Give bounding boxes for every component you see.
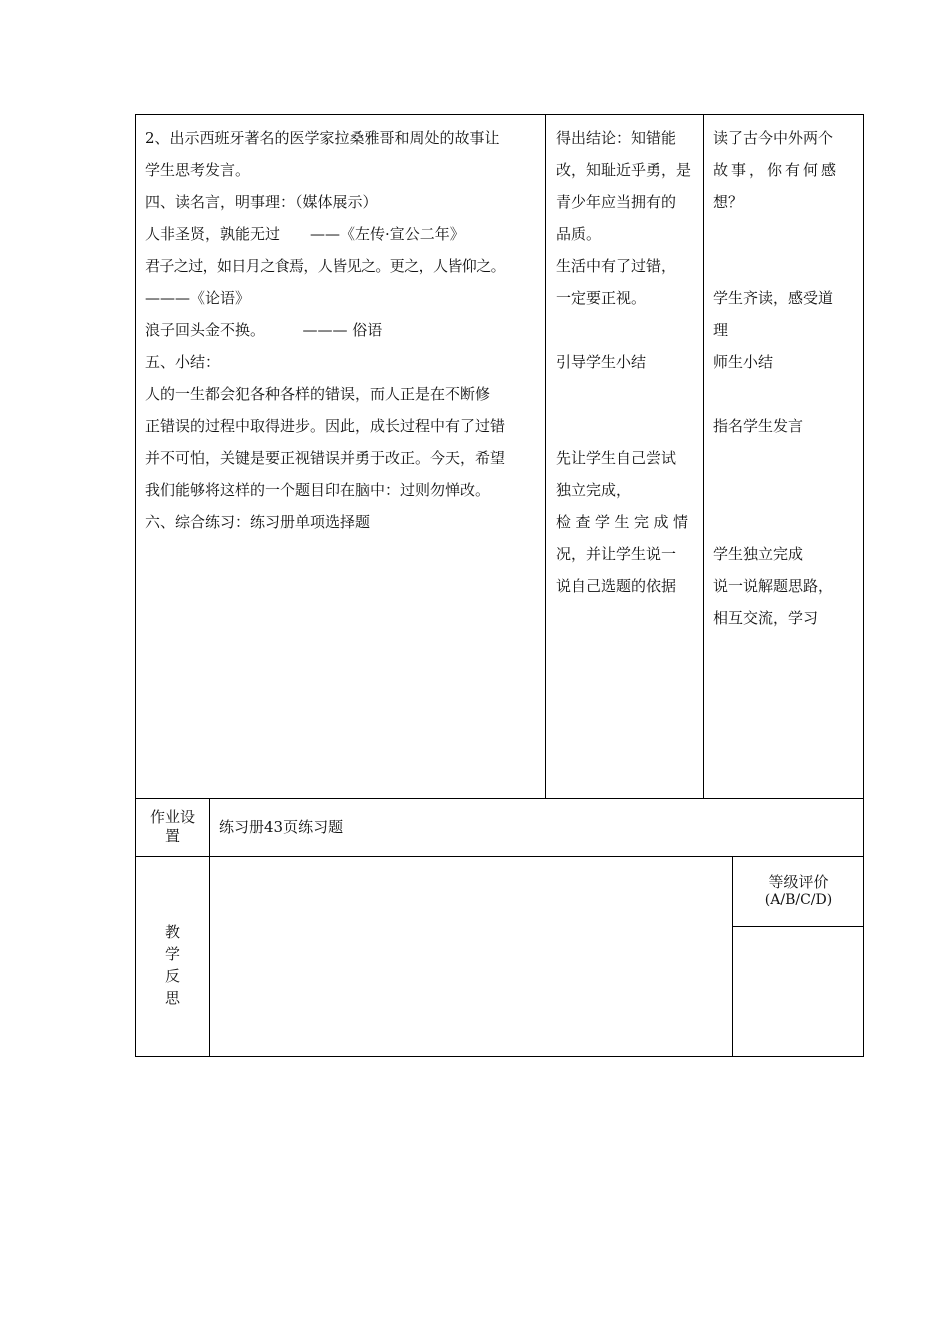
content-line: 我们能够将这样的一个题目印在脑中：过则勿惮改。 [145,481,491,499]
activity-line: 生活中有了过错， [556,257,677,275]
homework-divider [209,798,210,857]
student-line: 读了古今中外两个 [713,129,834,147]
activity-line: 得出结论：知错能 [556,129,677,147]
content-line: 并不可怕，关键是要正视错误并勇于改正。今天，希望 [145,449,506,467]
student-line: 相互交流，学习 [713,609,819,627]
reflection-content-area[interactable] [210,857,731,1056]
homework-content: 练习册43页练习题 [219,818,344,836]
activity-line: 品质。 [556,225,602,243]
content-line: 正错误的过程中取得进步。因此，成长过程中有了过错 [145,417,506,435]
content-line: 学生思考发言。 [145,161,251,179]
activity-line: 况，并让学生说一 [556,545,677,563]
content-line: 四、读名言，明事理：（媒体展示） [145,193,378,211]
reflection-label: 教 学 反 思 [164,923,180,1007]
lesson-divider-1 [545,114,546,799]
grade-input-area[interactable] [733,927,863,1056]
activity-line: 独立完成， [556,481,632,499]
activity-line: 说自己选题的依据 [556,577,677,595]
student-line: 想？ [713,193,744,211]
activity-line: 检查学生完成情 [556,513,693,531]
student-line: 说一说解题思路， [713,577,834,595]
student-line: 指名学生发言 [713,417,804,435]
student-line: 理 [713,321,729,339]
student-activity-column [713,122,858,634]
content-line: ———《论语》 [145,289,251,307]
grade-label: 等级评价 (A/B/C/D) [764,873,833,908]
activity-line: 先让学生自己尝试 [556,449,677,467]
content-line: 五、小结： [145,353,221,371]
content-line: 君子之过，如日月之食焉，人皆见之。更之，人皆仰之。 [145,257,506,275]
student-line: 故事，你有何感 [713,161,840,179]
student-line: 学生独立完成 [713,545,804,563]
activity-line: 改，知耻近乎勇，是 [556,161,692,179]
content-line: 浪子回头金不换。 ——— 俗语 [145,321,383,339]
activity-line: 一定要正视。 [556,289,647,307]
student-line: 师生小结 [713,353,774,371]
teaching-content-column [145,122,540,538]
content-line: 人非圣贤，孰能无过 ——《左传·宣公二年》 [145,225,465,243]
content-line: 2、出示西班牙著名的医学家拉桑雅哥和周处的故事让 [145,129,500,147]
activity-line: 青少年应当拥有的 [556,193,677,211]
lesson-divider-2 [703,114,704,799]
student-line: 学生齐读，感受道 [713,289,834,307]
content-line: 人的一生都会犯各种各样的错误，而人正是在不断修 [145,385,491,403]
teacher-activity-column [556,122,696,602]
homework-label: 作业设 置 [149,808,195,845]
activity-line: 引导学生小结 [556,353,647,371]
content-line: 六、综合练习：练习册单项选择题 [145,513,371,531]
